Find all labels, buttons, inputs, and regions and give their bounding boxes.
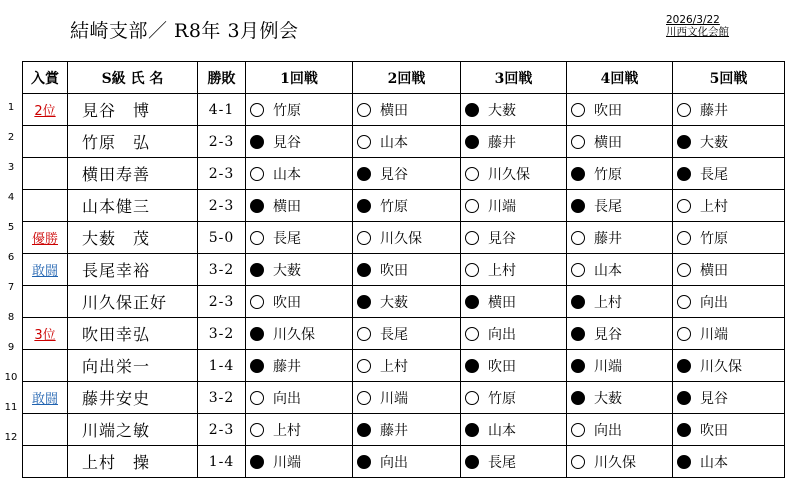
match-cell-round-5: [673, 158, 785, 190]
win-loss-record: 4-1: [198, 94, 246, 126]
win-circle-icon: [250, 167, 264, 181]
row-number: 11: [4, 402, 18, 413]
win-loss-record: 2-3: [198, 286, 246, 318]
match-cell-round-4: [567, 318, 673, 350]
loss-circle-icon: [677, 455, 691, 469]
table-row: [23, 222, 785, 254]
match-cell-round-3: [461, 286, 567, 318]
win-circle-icon: [571, 103, 585, 117]
event-venue: 川西文化会館: [666, 26, 729, 38]
table-row: [23, 254, 785, 286]
match-cell-round-4: [567, 286, 673, 318]
loss-circle-icon: [465, 423, 479, 437]
award-cell: [23, 126, 68, 158]
win-loss-record: 2-3: [198, 414, 246, 446]
opponent-name: 川端: [380, 390, 408, 407]
win-loss-record: 1-4: [198, 350, 246, 382]
header-round-4: 4回戦: [567, 62, 673, 94]
loss-circle-icon: [465, 455, 479, 469]
loss-circle-icon: [250, 199, 264, 213]
opponent-name: 吹田: [700, 422, 728, 439]
table-row: [23, 94, 785, 126]
player-name: 川久保正好: [68, 286, 198, 318]
loss-circle-icon: [571, 199, 585, 213]
opponent-name: 上村: [700, 198, 728, 215]
opponent-name: 横田: [700, 262, 728, 279]
event-date: 2026/3/22: [666, 14, 720, 26]
win-circle-icon: [250, 231, 264, 245]
win-circle-icon: [465, 231, 479, 245]
opponent-name: 上村: [273, 422, 301, 439]
loss-circle-icon: [465, 135, 479, 149]
match-cell-round-4: [567, 414, 673, 446]
loss-circle-icon: [250, 135, 264, 149]
match-cell-round-1: [246, 414, 353, 446]
match-cell-round-1: [246, 382, 353, 414]
player-name: 見谷 博: [68, 94, 198, 126]
match-cell-round-2: [353, 350, 461, 382]
table-row: [23, 190, 785, 222]
opponent-name: 大薮: [594, 390, 622, 407]
results-table: [22, 61, 785, 478]
award-cell: [23, 414, 68, 446]
win-loss-record: 2-3: [198, 190, 246, 222]
win-loss-record: 3-2: [198, 382, 246, 414]
opponent-name: 長尾: [700, 166, 728, 183]
match-cell-round-1: [246, 254, 353, 286]
win-circle-icon: [465, 167, 479, 181]
player-name: 山本健三: [68, 190, 198, 222]
loss-circle-icon: [677, 423, 691, 437]
win-circle-icon: [465, 199, 479, 213]
match-cell-round-5: [673, 94, 785, 126]
opponent-name: 藤井: [488, 134, 516, 151]
loss-circle-icon: [465, 359, 479, 373]
opponent-name: 上村: [594, 294, 622, 311]
match-cell-round-4: [567, 222, 673, 254]
opponent-name: 山本: [380, 134, 408, 151]
opponent-name: 川久保: [380, 230, 422, 247]
win-circle-icon: [357, 359, 371, 373]
win-circle-icon: [571, 263, 585, 277]
match-cell-round-4: [567, 350, 673, 382]
match-cell-round-2: [353, 126, 461, 158]
match-cell-round-3: [461, 190, 567, 222]
header-round-1: 1回戦: [246, 62, 353, 94]
opponent-name: 横田: [594, 134, 622, 151]
opponent-name: 横田: [488, 294, 516, 311]
match-cell-round-1: [246, 286, 353, 318]
loss-circle-icon: [465, 295, 479, 309]
row-number: 7: [7, 282, 15, 293]
win-circle-icon: [677, 295, 691, 309]
table-row: [23, 350, 785, 382]
award-cell: 敢闘: [23, 382, 68, 414]
loss-circle-icon: [250, 263, 264, 277]
match-cell-round-3: [461, 222, 567, 254]
match-cell-round-3: [461, 126, 567, 158]
loss-circle-icon: [250, 455, 264, 469]
match-cell-round-4: [567, 446, 673, 478]
match-cell-round-2: [353, 190, 461, 222]
match-cell-round-3: [461, 446, 567, 478]
match-cell-round-4: [567, 382, 673, 414]
opponent-name: 見谷: [380, 166, 408, 183]
header-round-2: 2回戦: [353, 62, 461, 94]
row-number: 5: [7, 222, 15, 233]
loss-circle-icon: [357, 295, 371, 309]
win-circle-icon: [357, 391, 371, 405]
match-cell-round-4: [567, 190, 673, 222]
table-row: [23, 318, 785, 350]
player-name: 長尾幸裕: [68, 254, 198, 286]
match-cell-round-2: [353, 446, 461, 478]
player-name: 横田寿善: [68, 158, 198, 190]
opponent-name: 山本: [594, 262, 622, 279]
opponent-name: 向出: [594, 422, 622, 439]
award-cell: 2位: [23, 94, 68, 126]
award-cell: [23, 446, 68, 478]
award-cell: 3位: [23, 318, 68, 350]
win-circle-icon: [357, 327, 371, 341]
award-cell: [23, 158, 68, 190]
loss-circle-icon: [250, 327, 264, 341]
player-name: 竹原 弘: [68, 126, 198, 158]
opponent-name: 山本: [700, 454, 728, 471]
loss-circle-icon: [571, 359, 585, 373]
row-number: 2: [7, 132, 15, 143]
table-row: [23, 382, 785, 414]
opponent-name: 見谷: [273, 134, 301, 151]
opponent-name: 上村: [380, 358, 408, 375]
match-cell-round-3: [461, 414, 567, 446]
opponent-name: 大薮: [700, 134, 728, 151]
win-circle-icon: [250, 103, 264, 117]
opponent-name: 向出: [488, 326, 516, 343]
win-loss-record: 3-2: [198, 318, 246, 350]
match-cell-round-5: [673, 126, 785, 158]
win-circle-icon: [677, 103, 691, 117]
opponent-name: 山本: [488, 422, 516, 439]
header-record: 勝敗: [198, 62, 246, 94]
loss-circle-icon: [250, 359, 264, 373]
opponent-name: 見谷: [488, 230, 516, 247]
row-number: 6: [7, 252, 15, 263]
match-cell-round-5: [673, 382, 785, 414]
table-row: [23, 414, 785, 446]
win-circle-icon: [357, 231, 371, 245]
win-loss-record: 2-3: [198, 158, 246, 190]
opponent-name: 向出: [700, 294, 728, 311]
loss-circle-icon: [571, 295, 585, 309]
opponent-name: 川端: [273, 454, 301, 471]
player-name: 川端之敏: [68, 414, 198, 446]
loss-circle-icon: [465, 103, 479, 117]
win-circle-icon: [677, 231, 691, 245]
loss-circle-icon: [677, 167, 691, 181]
win-circle-icon: [571, 231, 585, 245]
match-cell-round-1: [246, 126, 353, 158]
header-round-3: 3回戦: [461, 62, 567, 94]
opponent-name: 吹田: [488, 358, 516, 375]
opponent-name: 藤井: [700, 102, 728, 119]
header-round-5: 5回戦: [673, 62, 785, 94]
loss-circle-icon: [357, 455, 371, 469]
opponent-name: 長尾: [273, 230, 301, 247]
opponent-name: 川端: [488, 198, 516, 215]
opponent-name: 長尾: [594, 198, 622, 215]
match-cell-round-2: [353, 286, 461, 318]
opponent-name: 川端: [594, 358, 622, 375]
header-award: 入賞: [23, 62, 68, 94]
loss-circle-icon: [357, 199, 371, 213]
opponent-name: 竹原: [700, 230, 728, 247]
match-cell-round-2: [353, 318, 461, 350]
loss-circle-icon: [677, 135, 691, 149]
win-circle-icon: [250, 391, 264, 405]
award-cell: [23, 286, 68, 318]
match-cell-round-3: [461, 94, 567, 126]
loss-circle-icon: [571, 327, 585, 341]
opponent-name: 吹田: [380, 262, 408, 279]
opponent-name: 竹原: [273, 102, 301, 119]
match-cell-round-5: [673, 190, 785, 222]
match-cell-round-2: [353, 222, 461, 254]
match-cell-round-4: [567, 126, 673, 158]
award-cell: [23, 190, 68, 222]
opponent-name: 長尾: [380, 326, 408, 343]
row-number: 12: [4, 432, 18, 443]
opponent-name: 竹原: [594, 166, 622, 183]
match-cell-round-5: [673, 318, 785, 350]
player-name: 向出栄一: [68, 350, 198, 382]
opponent-name: 川久保: [273, 326, 315, 343]
match-cell-round-5: [673, 286, 785, 318]
header-name: S級 氏 名: [68, 62, 198, 94]
match-cell-round-5: [673, 222, 785, 254]
opponent-name: 藤井: [594, 230, 622, 247]
opponent-name: 藤井: [380, 422, 408, 439]
win-circle-icon: [571, 455, 585, 469]
win-loss-record: 3-2: [198, 254, 246, 286]
opponent-name: 川久保: [488, 166, 530, 183]
table-row: [23, 286, 785, 318]
opponent-name: 長尾: [488, 454, 516, 471]
match-cell-round-5: [673, 446, 785, 478]
match-cell-round-2: [353, 414, 461, 446]
row-number: 9: [7, 342, 15, 353]
match-cell-round-1: [246, 318, 353, 350]
header-row: [23, 62, 785, 94]
match-cell-round-3: [461, 350, 567, 382]
match-cell-round-4: [567, 254, 673, 286]
match-cell-round-5: [673, 350, 785, 382]
match-cell-round-1: [246, 158, 353, 190]
row-number: 3: [7, 162, 15, 173]
date-venue: [666, 14, 729, 38]
match-cell-round-4: [567, 158, 673, 190]
opponent-name: 川端: [700, 326, 728, 343]
player-name: 藤井安史: [68, 382, 198, 414]
table-row: [23, 446, 785, 478]
match-cell-round-4: [567, 94, 673, 126]
match-cell-round-5: [673, 414, 785, 446]
match-cell-round-1: [246, 222, 353, 254]
loss-circle-icon: [571, 391, 585, 405]
win-loss-record: 1-4: [198, 446, 246, 478]
loss-circle-icon: [357, 423, 371, 437]
opponent-name: 吹田: [594, 102, 622, 119]
loss-circle-icon: [357, 263, 371, 277]
win-circle-icon: [250, 423, 264, 437]
opponent-name: 向出: [380, 454, 408, 471]
match-cell-round-2: [353, 158, 461, 190]
player-name: 大薮 茂: [68, 222, 198, 254]
award-cell: [23, 350, 68, 382]
player-name: 吹田幸弘: [68, 318, 198, 350]
match-cell-round-3: [461, 382, 567, 414]
row-number: 4: [7, 192, 15, 203]
match-cell-round-3: [461, 254, 567, 286]
opponent-name: 吹田: [273, 294, 301, 311]
match-cell-round-1: [246, 94, 353, 126]
match-cell-round-2: [353, 94, 461, 126]
match-cell-round-1: [246, 350, 353, 382]
match-cell-round-5: [673, 254, 785, 286]
win-circle-icon: [465, 391, 479, 405]
win-circle-icon: [465, 263, 479, 277]
row-number: 10: [4, 372, 18, 383]
win-loss-record: 2-3: [198, 126, 246, 158]
opponent-name: 大薮: [273, 262, 301, 279]
opponent-name: 大薮: [488, 102, 516, 119]
win-circle-icon: [677, 199, 691, 213]
match-cell-round-2: [353, 254, 461, 286]
win-circle-icon: [357, 135, 371, 149]
opponent-name: 川久保: [594, 454, 636, 471]
opponent-name: 竹原: [488, 390, 516, 407]
opponent-name: 横田: [380, 102, 408, 119]
table-row: [23, 126, 785, 158]
row-number: 8: [7, 312, 15, 323]
win-circle-icon: [250, 295, 264, 309]
opponent-name: 山本: [273, 166, 301, 183]
win-circle-icon: [571, 423, 585, 437]
opponent-name: 向出: [273, 390, 301, 407]
opponent-name: 藤井: [273, 358, 301, 375]
loss-circle-icon: [677, 359, 691, 373]
win-loss-record: 5-0: [198, 222, 246, 254]
award-cell: 優勝: [23, 222, 68, 254]
match-cell-round-3: [461, 318, 567, 350]
loss-circle-icon: [571, 167, 585, 181]
opponent-name: 川久保: [700, 358, 742, 375]
win-circle-icon: [357, 103, 371, 117]
award-cell: 敢闘: [23, 254, 68, 286]
opponent-name: 竹原: [380, 198, 408, 215]
loss-circle-icon: [357, 167, 371, 181]
opponent-name: 上村: [488, 262, 516, 279]
document-title: 結崎支部／ R8年 3月例会: [70, 20, 299, 42]
match-cell-round-1: [246, 190, 353, 222]
opponent-name: 見谷: [594, 326, 622, 343]
table-row: [23, 158, 785, 190]
row-number: 1: [7, 102, 15, 113]
player-name: 上村 操: [68, 446, 198, 478]
win-circle-icon: [677, 327, 691, 341]
match-cell-round-2: [353, 382, 461, 414]
opponent-name: 大薮: [380, 294, 408, 311]
opponent-name: 横田: [273, 198, 301, 215]
opponent-name: 見谷: [700, 390, 728, 407]
loss-circle-icon: [677, 391, 691, 405]
win-circle-icon: [571, 135, 585, 149]
win-circle-icon: [677, 263, 691, 277]
match-cell-round-1: [246, 446, 353, 478]
win-circle-icon: [465, 327, 479, 341]
match-cell-round-3: [461, 158, 567, 190]
